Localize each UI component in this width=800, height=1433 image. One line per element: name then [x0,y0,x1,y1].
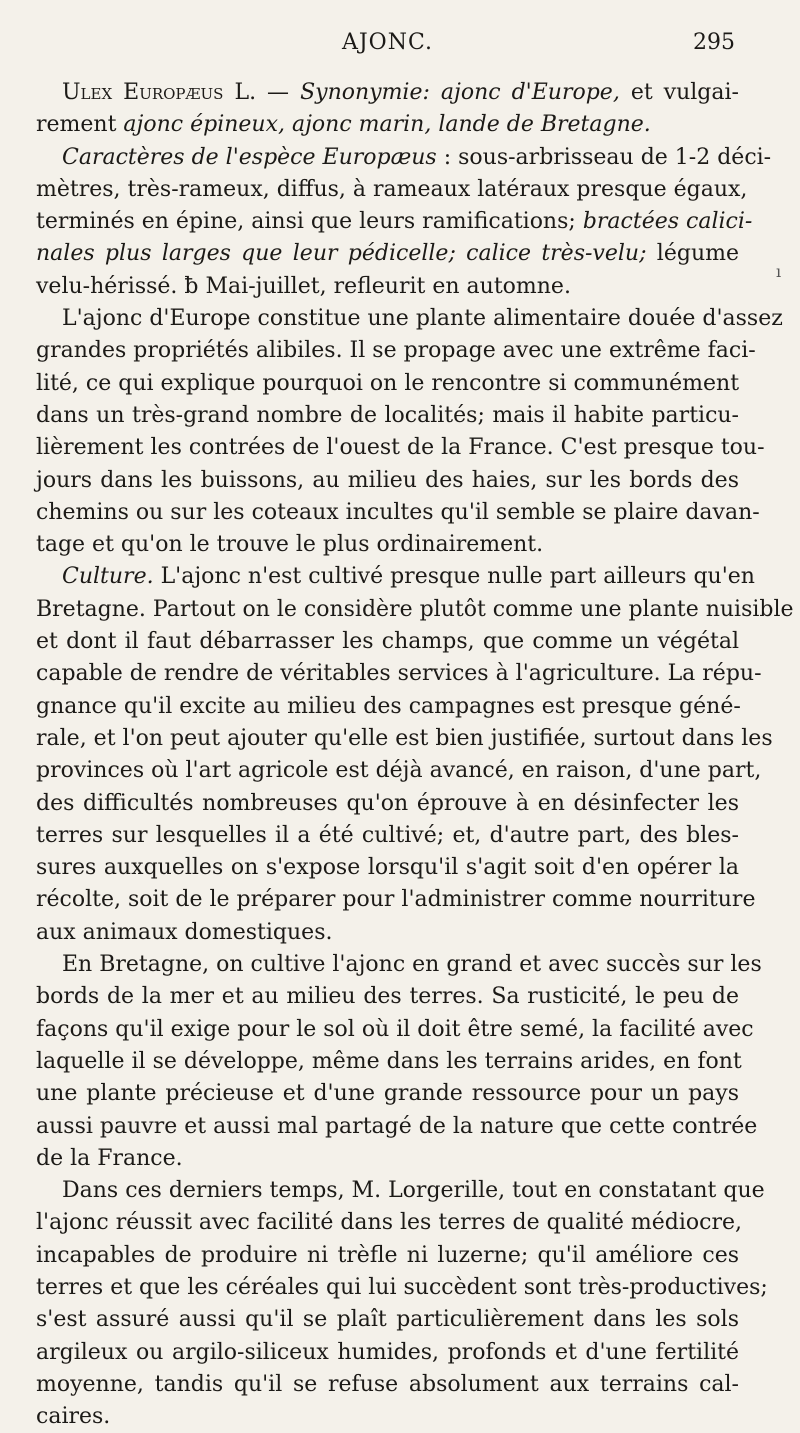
text-run: Mai-juillet, refleurit en automne. [198,273,571,299]
text-run: et vulgai- [619,80,739,105]
text-line [36,1175,765,1207]
text-run: s'est assuré aussi qu'il se plaît particulièrement dans les sols [36,1307,739,1333]
text-line [36,335,756,367]
text-run: Ulex Europæus [62,80,224,105]
text-run: gnance qu'il excite au milieu des campagnes est presque géné- [36,693,741,719]
text-line [36,626,739,658]
text-run: une plante précieuse et d'une grande ressource pour un pays [36,1081,739,1107]
text-line [36,917,739,949]
text-run: jours dans les buissons, au milieu des haies, sur les bords des [36,467,739,493]
paragraph [36,77,739,142]
margin-mark: ı [776,262,782,281]
text-line [36,109,739,141]
text-run: ajonc épineux, ajonc marin, lande de Bretagne. [123,112,651,138]
text-line [36,788,739,820]
text-line [36,1078,739,1110]
text-line [36,949,762,981]
text-line [36,1143,739,1175]
text-run: tage et qu'on le trouve le plus ordinairement. [36,532,544,558]
text-line [36,594,794,626]
text-run: moyenne, tandis qu'il se refuse absolument aux terrains cal- [36,1371,739,1397]
text-line [36,1272,768,1304]
text-line [36,303,783,335]
text-run: capable de rendre de véritables services à l'agriculture. La répu- [36,661,762,687]
page-body [36,77,794,1433]
text-run: mètres, très-rameux, diffus, à rameaux latéraux presque égaux, [36,176,748,202]
text-run: Caractères de l'espèce Europæus [62,144,437,170]
text-run: façons qu'il exige pour le sol où il doit être semé, la facilité avec [36,1016,754,1042]
text-line [36,497,760,529]
text-run: Bretagne. Partout on le considère plutôt comme une plante nuisible [36,596,794,622]
running-title: AJONC. [341,30,434,55]
text-run: nales plus larges que leur pédicelle; calice très-velu; [36,241,647,267]
text-run: Synonymie: [300,80,430,105]
text-run: : sous-arbrisseau de 1-2 déci- [436,144,772,170]
text-run: terres sur lesquelles il a été cultivé; et, d'autre part, des bles- [36,822,739,848]
text-line [36,1337,739,1369]
text-line [36,820,739,852]
text-run: lièrement les contrées de l'ouest de la France. C'est presque tou- [36,435,765,461]
page-number: 295 [693,30,735,55]
text-run: récolte, soit de le préparer pour l'administrer comme nourriture [36,887,756,913]
text-run [430,80,441,105]
text-run: lité, ce qui explique pourquoi on le rencontre si communément [36,370,740,396]
text-run: L. — [223,80,301,105]
text-run: Culture. [62,564,154,590]
text-line [36,1401,739,1433]
text-run: et dont il faut débarrasser les champs, que comme un végétal [36,629,739,655]
text-run: bords de la mer et au milieu des terres. Sa rusticité, le peu de [36,984,739,1010]
text-run: dans un très-grand nombre de localités; mais il habite particu- [36,402,739,428]
text-line [36,271,739,303]
text-line [36,981,739,1013]
text-line [36,1046,742,1078]
paragraph [36,561,794,949]
text-line [36,1240,739,1272]
text-line [36,238,739,270]
text-line [36,723,773,755]
text-line [36,1369,739,1401]
text-run: caires. [36,1404,111,1430]
text-line [36,1207,742,1239]
text-run: rale, et l'on peut ajouter qu'elle est bien justifiée, surtout dans les [36,725,773,751]
text-run: rement [36,112,124,138]
text-run: bractées calici- [582,209,753,235]
paragraph [36,303,783,561]
perennial-symbol: ƀ [184,273,199,299]
text-run: légume [646,241,739,267]
text-line [36,1111,758,1143]
text-run: terres et que les céréales qui lui succèdent sont très-productives; [36,1274,768,1300]
page-header [40,30,735,62]
text-run: velu-hérissé. [36,273,185,299]
text-line [36,77,739,109]
text-line [36,142,772,174]
text-run: chemins ou sur les coteaux incultes qu'il semble se plaire davan- [36,499,760,525]
paragraph [36,1175,768,1433]
text-run: incapables de produire ni trèfle ni luzerne; qu'il améliore ces [36,1242,739,1268]
text-run: l'ajonc réussit avec facilité dans les terres de qualité médiocre, [36,1210,742,1236]
text-line [36,561,755,593]
text-run: aux animaux domestiques. [36,919,333,945]
paragraph [36,142,772,303]
text-run: laquelle il se développe, même dans les terrains arides, en font [36,1048,742,1074]
text-line [36,691,739,723]
text-line [36,658,762,690]
paragraph [36,949,762,1175]
text-run: aussi pauvre et aussi mal partagé de la nature que cette contrée [36,1113,758,1139]
text-run: provinces où l'art agricole est déjà avancé, en raison, d'une part, [36,758,762,784]
text-line [36,884,756,916]
text-run: terminés en épine, ainsi que leurs ramifications; [36,209,583,235]
text-run: de la France. [36,1145,183,1171]
text-line [36,529,739,561]
text-run: argileux ou argilo-siliceux humides, profonds et d'une fertilité [36,1339,739,1365]
text-line [36,465,739,497]
text-line [36,174,748,206]
text-run: des difficultés nombreuses qu'on éprouve à en désinfecter les [36,790,739,816]
text-line [36,755,762,787]
text-run: L'ajonc n'est cultivé presque nulle part ailleurs qu'en [153,564,755,590]
text-line [36,206,753,238]
text-run: grandes propriétés alibiles. Il se propage avec une extrême faci- [36,338,756,364]
text-run: En Bretagne, on cultive l'ajonc en grand et avec succès sur les [62,952,762,978]
text-line [36,852,739,884]
text-line [36,400,739,432]
text-line [36,432,765,464]
text-line [36,1014,754,1046]
text-line [36,368,739,400]
text-run: Dans ces derniers temps, M. Lorgerille, tout en constatant que [62,1178,765,1204]
text-run: L'ajonc d'Europe constitue une plante alimentaire douée d'assez [62,306,783,332]
text-run: ajonc d'Europe, [440,80,620,105]
text-run: sures auxquelles on s'expose lorsqu'il s'agit soit d'en opérer la [36,855,739,881]
text-line [36,1304,739,1336]
